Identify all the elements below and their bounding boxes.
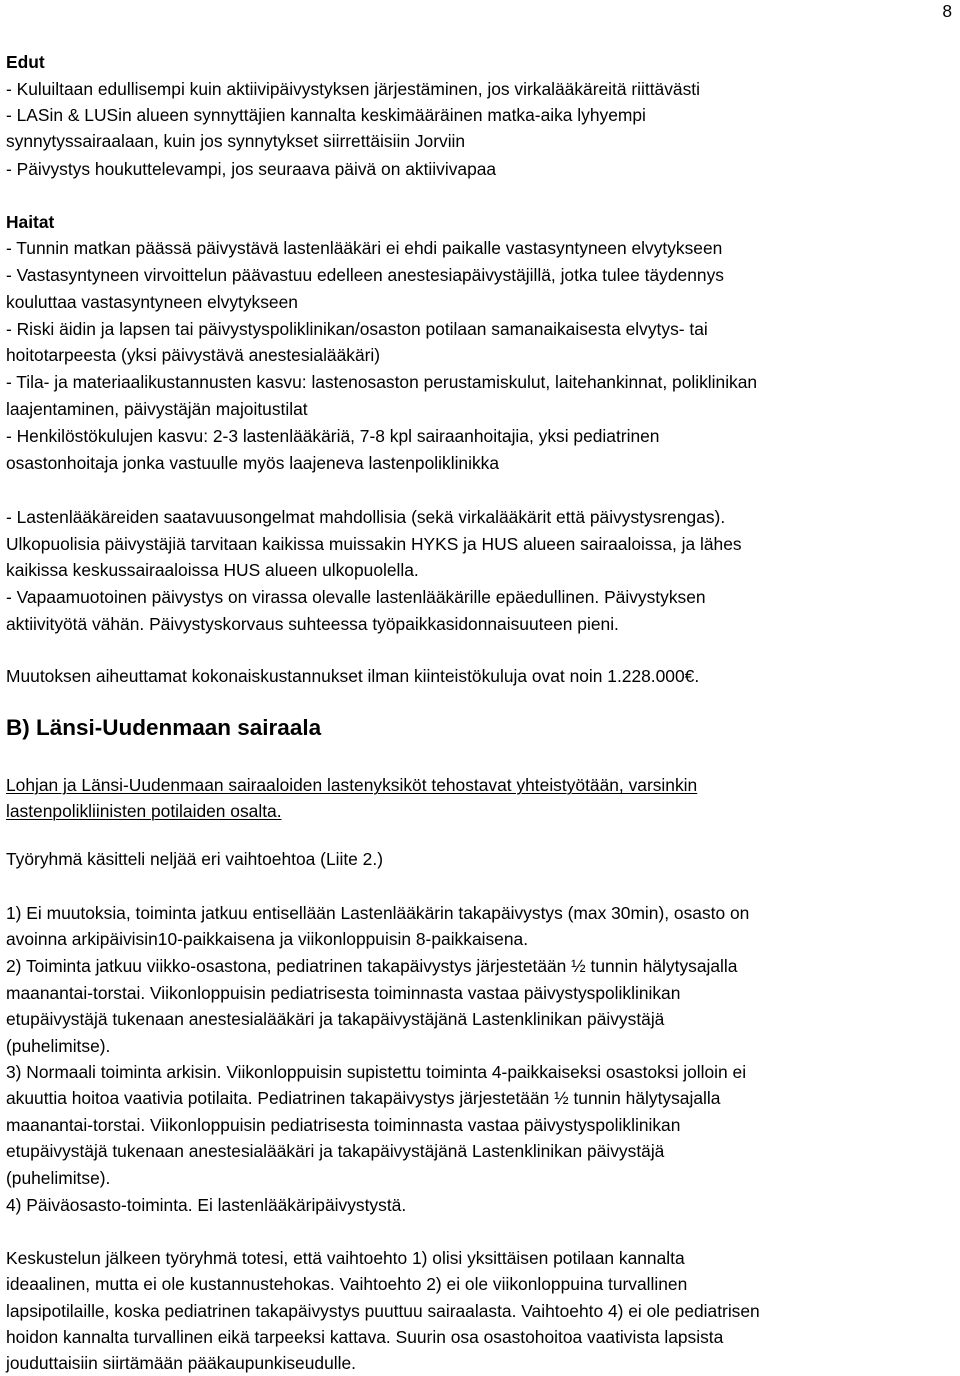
text-line: 4) Päiväosasto-toiminta. Ei lastenlääkäripäivystystä. [6, 1195, 407, 1215]
section-heading: Haitat [6, 212, 55, 232]
text-line: akuuttia hoitoa vaativia potilaita. Pediatrinen takapäivystys järjestetään ½ tunnin hälytysajalla [6, 1088, 721, 1108]
text-line: Muutoksen aiheuttamat kokonaiskustannukset ilman kiinteistökuluja ovat noin 1.228.000€. [6, 666, 700, 686]
text-line: kaikissa keskussairaaloissa HUS alueen ulkopuolella. [6, 560, 419, 580]
section-heading: B) Länsi-Uudenmaan sairaala [6, 715, 322, 740]
text-line: 2) Toiminta jatkuu viikko-osastona, pediatrinen takapäivystys järjestetään ½ tunnin hälytysajalla [6, 956, 738, 976]
text-line: - Vapaamuotoinen päivystys on virassa olevalle lastenlääkärille epäedullinen. Päivystyksen [6, 587, 706, 607]
text-line: - Kuluiltaan edullisempi kuin aktiivipäivystyksen järjestäminen, jos virkalääkäreitä riittävästi [6, 79, 700, 99]
text-line: - Vastasyntyneen virvoittelun päävastuu edelleen anestesiapäivystäjillä, jotka tulee täydennys [6, 265, 724, 285]
text-line: maanantai-torstai. Viikonloppuisin pediatrisesta toiminnasta vastaa päivystyspoliklinikan [6, 1115, 681, 1135]
text-line: Ulkopuolisia päivystäjiä tarvitaan kaikissa muissakin HYKS ja HUS alueen sairaaloissa, ja lähes [6, 534, 742, 554]
text-line: hoidon kannalta turvallinen eikä tarpeeksi kattava. Suurin osa osastohoitoa vaativista lapsista [6, 1327, 724, 1347]
text-line: jouduttaisiin siirtämään pääkaupunkiseudulle. [6, 1353, 356, 1373]
text-line: - Tunnin matkan päässä päivystävä lastenlääkäri ei ehdi paikalle vastasyntyneen elvytykseen [6, 238, 723, 258]
text-line: - Päivystys houkuttelevampi, jos seuraava päivä on aktiivivapaa [6, 159, 497, 179]
text-line: synnytyssairaalaan, kuin jos synnytykset siirrettäisiin Jorviin [6, 131, 466, 151]
text-line: osastonhoitaja jonka vastuulle myös laajeneva lastenpoliklinikka [6, 453, 500, 473]
text-line: kouluttaa vastasyntyneen elvytykseen [6, 292, 298, 312]
text-line: 3) Normaali toiminta arkisin. Viikonloppuisin supistettu toiminta 4-paikkaiseksi osastoksi jolloin ei [6, 1062, 747, 1082]
text-line: 1) Ei muutoksia, toiminta jatkuu entisellään Lastenlääkärin takapäivystys (max 30min), osasto on [6, 903, 750, 923]
underlined-text-line: Lohjan ja Länsi-Uudenmaan sairaaloiden lastenyksiköt tehostavat yhteistyötään, varsinkin [6, 775, 698, 795]
text-line: aktiivityötä vähän. Päivystyskorvaus suhteessa työpaikkasidonnaisuuteen pieni. [6, 614, 619, 634]
text-line: - LASin & LUSin alueen synnyttäjien kannalta keskimääräinen matka-aika lyhyempi [6, 105, 646, 125]
text-line: Keskustelun jälkeen työryhmä totesi, että vaihtoehto 1) olisi yksittäisen potilaan kannalta [6, 1248, 685, 1268]
text-line: Työryhmä käsitteli neljää eri vaihtoehtoa (Liite 2.) [6, 849, 383, 869]
text-line: hoitotarpeesta (yksi päivystävä anestesialääkäri) [6, 345, 381, 365]
text-line: - Riski äidin ja lapsen tai päivystyspoliklinikan/osaston potilaan samanaikaisesta elvytys- tai [6, 319, 708, 339]
text-line: - Henkilöstökulujen kasvu: 2-3 lastenlääkäriä, 7-8 kpl sairaanhoitajia, yksi pediatrinen [6, 426, 660, 446]
text-line: ideaalinen, mutta ei ole kustannustehokas. Vaihtoehto 2) ei ole viikonloppuina turvallinen [6, 1274, 688, 1294]
underlined-text-line: lastenpolikliinisten potilaiden osalta. [6, 801, 282, 821]
text-line: etupäivystäjä tukenaan anestesialääkäri ja takapäivystäjänä Lastenklinikan päivystäjä [6, 1141, 665, 1161]
page-number: 8 [942, 1, 952, 21]
text-line: etupäivystäjä tukenaan anestesialääkäri ja takapäivystäjänä Lastenklinikan päivystäjä [6, 1009, 665, 1029]
text-line: - Lastenlääkäreiden saatavuusongelmat mahdollisia (sekä virkalääkärit että päivystysrengas). [6, 507, 726, 527]
text-line: (puhelimitse). [6, 1168, 111, 1188]
text-line: (puhelimitse). [6, 1036, 111, 1056]
section-heading: Edut [6, 52, 45, 72]
text-line: lapsipotilaille, koska pediatrinen takapäivystys puuttuu sairaalasta. Vaihtoehto 4) ei ole pediatrisen [6, 1301, 760, 1321]
text-line: - Tila- ja materiaalikustannusten kasvu: lastenosaston perustamiskulut, laitehankinnat, poliklinikan [6, 372, 758, 392]
text-line: avoinna arkipäivisin10-paikkaisena ja viikonloppuisin 8-paikkaisena. [6, 929, 529, 949]
text-line: maanantai-torstai. Viikonloppuisin pediatrisesta toiminnasta vastaa päivystyspoliklinikan [6, 983, 681, 1003]
text-line: laajentaminen, päivystäjän majoitustilat [6, 399, 308, 419]
